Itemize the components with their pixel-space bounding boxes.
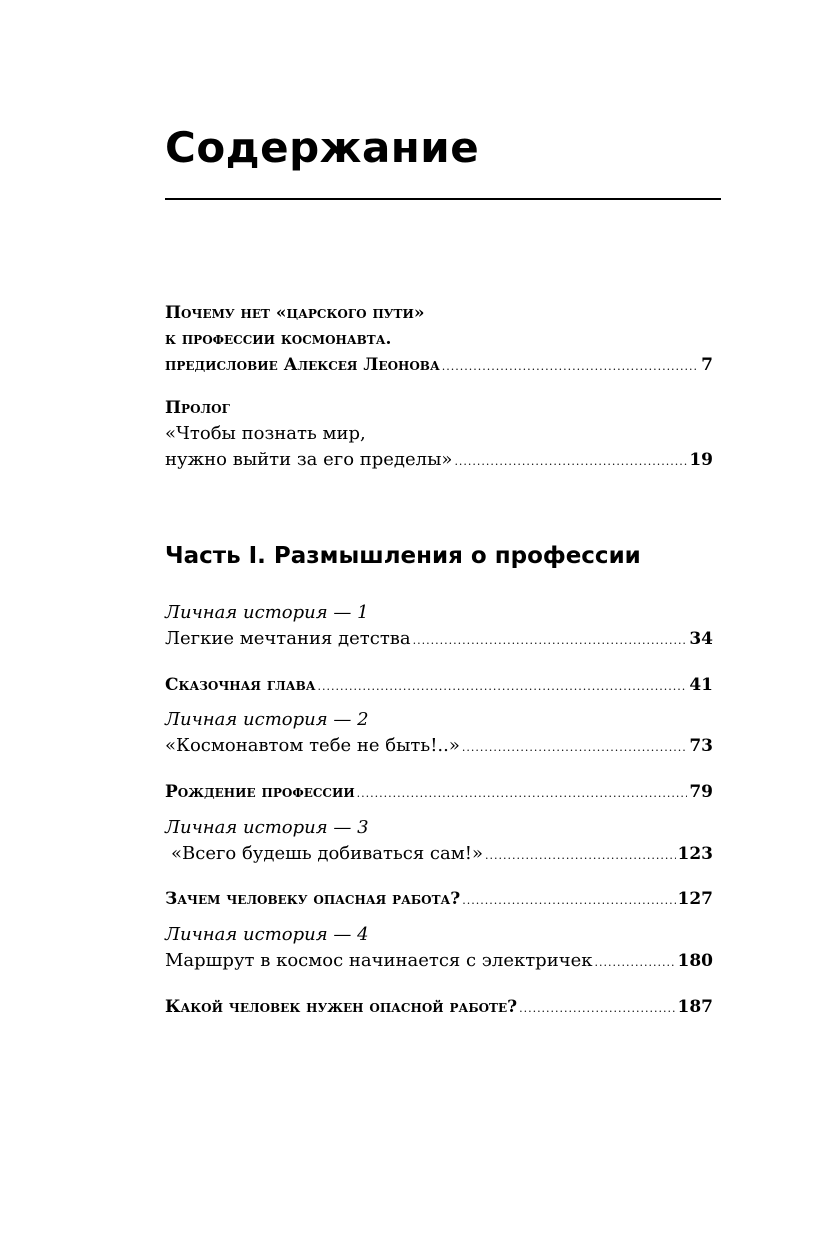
entry-title-line: «Всего будешь добиваться сам!» ..... 123 (165, 841, 713, 869)
entry-title-line: Почему нет «царского пути» (165, 303, 425, 323)
dot-leader (413, 628, 688, 654)
page-number: 79 (689, 782, 713, 802)
toc-entry-fairy-chapter[interactable] (165, 672, 713, 700)
part-heading: Часть I. Размышления о профессии (165, 543, 641, 569)
toc-entry-preface[interactable] (165, 300, 713, 380)
toc-entry-story-1[interactable] (165, 600, 713, 654)
entry-title-line: нужно выйти за его пределы» ..... 19 (165, 447, 713, 475)
page-number: 123 (677, 844, 713, 864)
toc-entry-story-2[interactable] (165, 707, 713, 761)
entry-title-line: предисловие Алексея Леонова ..... 7 (165, 352, 713, 380)
entry-title-line: «Космонавтом тебе не быть!..» ..... 73 (165, 733, 713, 761)
dot-leader (519, 996, 675, 1022)
entry-kicker: Личная история — 3 (165, 817, 369, 838)
page-number: 41 (689, 675, 713, 695)
dot-leader (442, 354, 699, 380)
entry-title-line: Рождение профессии ..... 79 (165, 779, 713, 807)
page-number: 180 (677, 951, 713, 971)
toc-entry-what-person[interactable] (165, 994, 713, 1022)
title-divider (165, 198, 721, 200)
page-number: 187 (677, 997, 713, 1017)
entry-heading: Пролог (165, 398, 230, 418)
dot-leader (317, 674, 687, 700)
entry-title-line: Какой человек нужен опасной работе? ..... 187 (165, 994, 713, 1022)
toc-entry-prologue[interactable] (165, 395, 713, 475)
entry-title-line: Легкие мечтания детства ..... 34 (165, 626, 713, 654)
entry-kicker: Личная история — 2 (165, 709, 369, 730)
toc-entry-story-4[interactable] (165, 922, 713, 976)
page-number: 34 (689, 629, 713, 649)
dot-leader (454, 449, 687, 475)
page-title: Содержание (165, 123, 480, 172)
entry-kicker: Личная история — 1 (165, 602, 369, 623)
entry-title-line: Зачем человеку опасная работа? ..... 127 (165, 886, 713, 914)
dot-leader (462, 735, 687, 761)
entry-title-line: Маршрут в космос начинается с электричек ..... 180 (165, 948, 713, 976)
dot-leader (357, 781, 688, 807)
entry-title-line: Сказочная глава ..... 41 (165, 672, 713, 700)
toc-entry-story-3[interactable] (165, 815, 713, 869)
dot-leader (462, 888, 675, 914)
entry-kicker: Личная история — 4 (165, 924, 369, 945)
page-number: 73 (689, 736, 713, 756)
toc-entry-birth-of-profession[interactable] (165, 779, 713, 807)
dot-leader (485, 843, 676, 869)
page-number: 127 (677, 889, 713, 909)
entry-title-line: «Чтобы познать мир, (165, 423, 366, 444)
entry-title-line: к профессии космонавта. (165, 329, 392, 349)
page-number: 7 (701, 355, 713, 375)
page-number: 19 (689, 450, 713, 470)
toc-entry-dangerous-work[interactable] (165, 886, 713, 914)
dot-leader (595, 950, 676, 976)
